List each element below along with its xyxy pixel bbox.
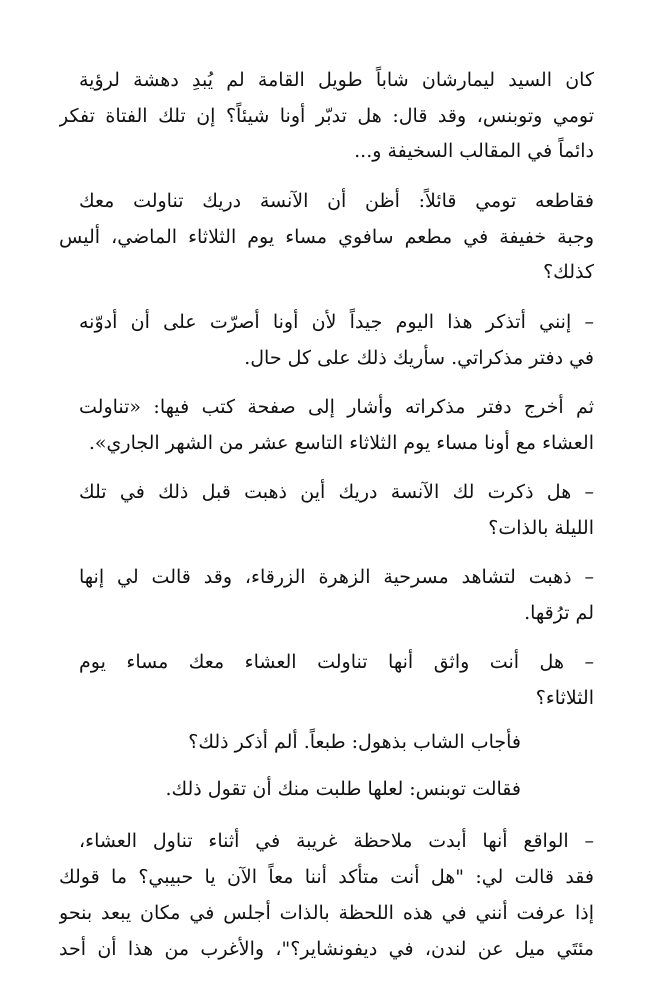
text-line: فأجاب الشاب بذهول: طبعاً. ألم أذكر ذلك؟ (188, 731, 521, 753)
text-line: – إنني أتذكر هذا اليوم جيداً لأن أونا أصرّت على أن أدوّنه (79, 311, 594, 333)
text-line: دائماً في المقالب السخيفة و... (354, 140, 594, 162)
text-line: في دفتر مذكراتي. سأريك ذلك على كل حال. (244, 347, 594, 369)
text-line: – هل أنت واثق أنها تناولت العشاء معك مساء يوم (79, 651, 594, 673)
text-line: لم ترُقها. (524, 602, 594, 624)
text-line: فقد قالت لي: "هل أنت متأكد أننا معاً الآن يا حبيبي؟ ما قولك (59, 866, 594, 888)
text-line: – هل ذكرت لك الآنسة دريك أين ذهبت قبل ذلك في تلك (79, 481, 594, 503)
text-line: ثم أخرج دفتر مذكراته وأشار إلى صفحة كتب فيها: «تناولت (79, 396, 594, 418)
text-line: فقاطعه تومي قائلاً: أظن أن الآنسة دريك تناولت معك (79, 190, 594, 212)
text-line: الليلة بالذات؟ (488, 517, 594, 539)
text-line: العشاء مع أونا مساء يوم الثلاثاء التاسع عشر من الشهر الجاري». (88, 432, 594, 454)
text-line: – الواقع أنها أبدت ملاحظة غريبة في أثناء تناول العشاء، (79, 830, 594, 852)
text-line: كذلك؟ (543, 261, 594, 283)
text-line: – ذهبت لتشاهد مسرحية الزهرة الزرقاء، وقد قالت لي إنها (79, 566, 594, 588)
text-line: فقالت توبنس: لعلها طلبت منك أن تقول ذلك. (165, 778, 521, 800)
text-line: وجبة خفيفة في مطعم سافوي مساء يوم الثلاثاء الماضي، أليس (59, 226, 594, 248)
text-line: تومي وتوبنس، وقد قال: هل تدبّر أونا شيئاً؟ إن تلك الفتاة تفكر (59, 105, 594, 127)
text-line: الثلاثاء؟ (535, 687, 594, 709)
text-line: إذا عرفت أنني في هذه اللحظة بالذات أجلس في مكان يبعد بنحو (59, 902, 594, 924)
text-line: كان السيد ليمارشان شاباً طويل القامة لم يُبدِ دهشة لرؤية (79, 69, 594, 91)
text-line: مئتَي ميل عن لندن، في ديفونشاير؟"، والأغرب من هذا أن أحد (59, 938, 594, 960)
